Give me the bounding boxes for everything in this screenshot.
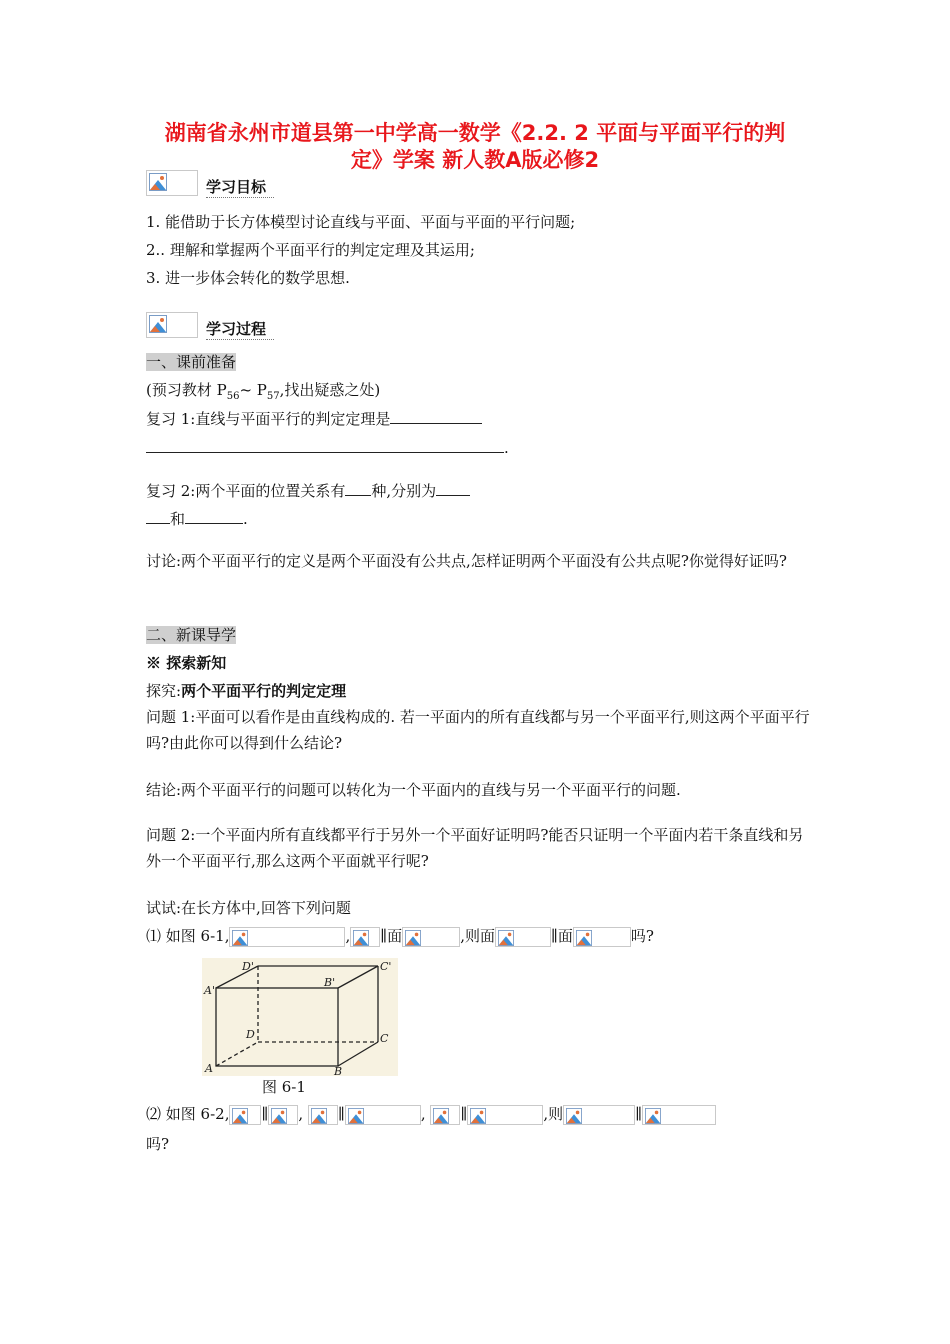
- formula-image-placeholder: [430, 1105, 460, 1125]
- inquiry-title: 两个平面平行的判定定理: [181, 682, 347, 700]
- section-goals-label: 学习目标: [206, 176, 274, 198]
- exercise2-parallel: ∥: [261, 1105, 269, 1123]
- exercise2-line: [146, 1104, 716, 1125]
- exercise2-then: ,则: [543, 1105, 564, 1123]
- inquiry-prefix: 探究:: [146, 682, 182, 700]
- review1-blank: [390, 409, 482, 424]
- review2-blank-a: [436, 481, 470, 496]
- formula-image-placeholder: [402, 927, 460, 947]
- exercise1-parallel2: ∥面: [550, 927, 573, 945]
- exercise2-prefix: ⑵ 如图 6-2,: [146, 1105, 230, 1123]
- exercise2-parallel: ∥: [337, 1105, 345, 1123]
- review2-end: .: [243, 510, 248, 528]
- section-process-label: 学习过程: [206, 318, 274, 340]
- formula-image-placeholder: [495, 927, 551, 947]
- review1-line2: [146, 438, 509, 458]
- vertex-label: A': [204, 984, 215, 997]
- broken-image-icon: [146, 170, 198, 196]
- broken-image-icon: [146, 312, 198, 338]
- conclusion-paragraph: 结论:两个平面平行的问题可以转化为一个平面内的直线与另一个平面平行的问题.: [146, 781, 681, 799]
- formula-image-placeholder: [345, 1105, 421, 1125]
- formula-image-placeholder: [229, 1105, 261, 1125]
- preview-page-start: 56: [226, 391, 240, 402]
- review2-text: 复习 2:两个平面的位置关系有: [146, 482, 346, 500]
- preview-page-end: 57: [266, 391, 280, 402]
- formula-image-placeholder: [229, 927, 345, 947]
- edge-AD-hidden: [216, 1042, 258, 1066]
- exercise1-end: 吗?: [630, 927, 654, 945]
- review2-line2: [146, 509, 248, 529]
- document-title-line2: 定》学案 新人教A版必修2: [350, 148, 600, 172]
- review2-blank-c: [185, 509, 243, 524]
- preview-prefix: (预习教材 P: [146, 381, 227, 399]
- exercise1-parallel: ∥面: [380, 927, 403, 945]
- review2-blank-b: [146, 509, 170, 524]
- vertex-label: C': [380, 960, 392, 973]
- formula-image-placeholder: [573, 927, 631, 947]
- formula-image-placeholder: [350, 927, 380, 947]
- formula-image-placeholder: [563, 1105, 635, 1125]
- vertex-label: B': [324, 976, 336, 989]
- review2-line: [146, 481, 470, 501]
- exercise2-comma: ,: [420, 1105, 426, 1123]
- part2-heading: [146, 625, 236, 645]
- exercise2-parallel: ∥: [460, 1105, 468, 1123]
- edge-BC: [338, 1042, 378, 1066]
- question1-paragraph: 问题 1:平面可以看作是由直线构成的. 若一平面内的所有直线都与另一个平面平行,则这两个平面平行吗?由此你可以得到什么结论?: [146, 708, 810, 752]
- formula-image-placeholder: [268, 1105, 298, 1125]
- formula-image-placeholder: [467, 1105, 543, 1125]
- part1-heading: [146, 352, 236, 372]
- exercise2-end: 吗?: [146, 1135, 170, 1153]
- vertex-label: C: [380, 1032, 389, 1045]
- vertex-label: D': [242, 960, 254, 973]
- vertex-label: D: [246, 1028, 255, 1041]
- exercise2-comma: ,: [298, 1105, 304, 1123]
- part1-heading-text: 一、课前准备: [146, 353, 237, 371]
- preview-line: [146, 380, 380, 407]
- review1-blank2: [146, 438, 504, 453]
- goal-item-1: 1. 能借助于长方体模型讨论直线与平面、平面与平面的平行问题;: [146, 213, 576, 231]
- preview-mid: ~ P: [239, 381, 267, 399]
- review2-mid: 种,分别为: [371, 482, 437, 500]
- goal-item-2: 2.. 理解和掌握两个平面平行的判定定理及其运用;: [146, 241, 475, 259]
- figure-6-1-cuboid: [202, 958, 398, 1076]
- exercise1-prefix: ⑴ 如图 6-1,: [146, 927, 230, 945]
- exercise1-line: [146, 926, 654, 947]
- try-line: 试试:在长方体中,回答下列问题: [146, 899, 351, 917]
- vertex-label: B: [334, 1065, 343, 1076]
- cuboid-front-face: [216, 988, 338, 1066]
- goal-item-3: 3. 进一步体会转化的数学思想.: [146, 269, 350, 287]
- exercise1-then: ,则面: [460, 927, 495, 945]
- formula-image-placeholder: [642, 1105, 716, 1125]
- edge-BprimeCprime: [338, 966, 378, 988]
- review1-text: 复习 1:直线与平面平行的判定定理是: [146, 410, 391, 428]
- preview-suffix: ,找出疑惑之处): [279, 381, 381, 399]
- review2-blank-count: [345, 481, 371, 496]
- review1-end: .: [504, 439, 509, 457]
- part2-heading-text: 二、新课导学: [146, 626, 237, 644]
- exercise1-comma: ,: [345, 927, 351, 945]
- review1-line: [146, 409, 482, 429]
- review2-and: 和: [170, 510, 186, 528]
- discussion-paragraph: 讨论:两个平面平行的定义是两个平面没有公共点,怎样证明两个平面没有公共点呢?你觉得好证吗?: [146, 552, 787, 570]
- explore-heading: ※ 探索新知: [146, 654, 227, 672]
- vertex-label: A: [205, 1062, 213, 1075]
- document-title-line1: 湖南省永州市道县第一中学高一数学《2.2. 2 平面与平面平行的判: [164, 121, 786, 145]
- formula-image-placeholder: [308, 1105, 338, 1125]
- figure-caption: 图 6-1: [262, 1078, 306, 1096]
- cuboid-diagram: [202, 958, 398, 1076]
- question2-paragraph: 问题 2:一个平面内所有直线都平行于另外一个平面好证明吗?能否只证明一个平面内若干条直线和另外一个平面平行,那么这两个平面就平行呢?: [146, 826, 804, 870]
- exercise2-parallel: ∥: [635, 1105, 643, 1123]
- inquiry-line: [146, 681, 346, 701]
